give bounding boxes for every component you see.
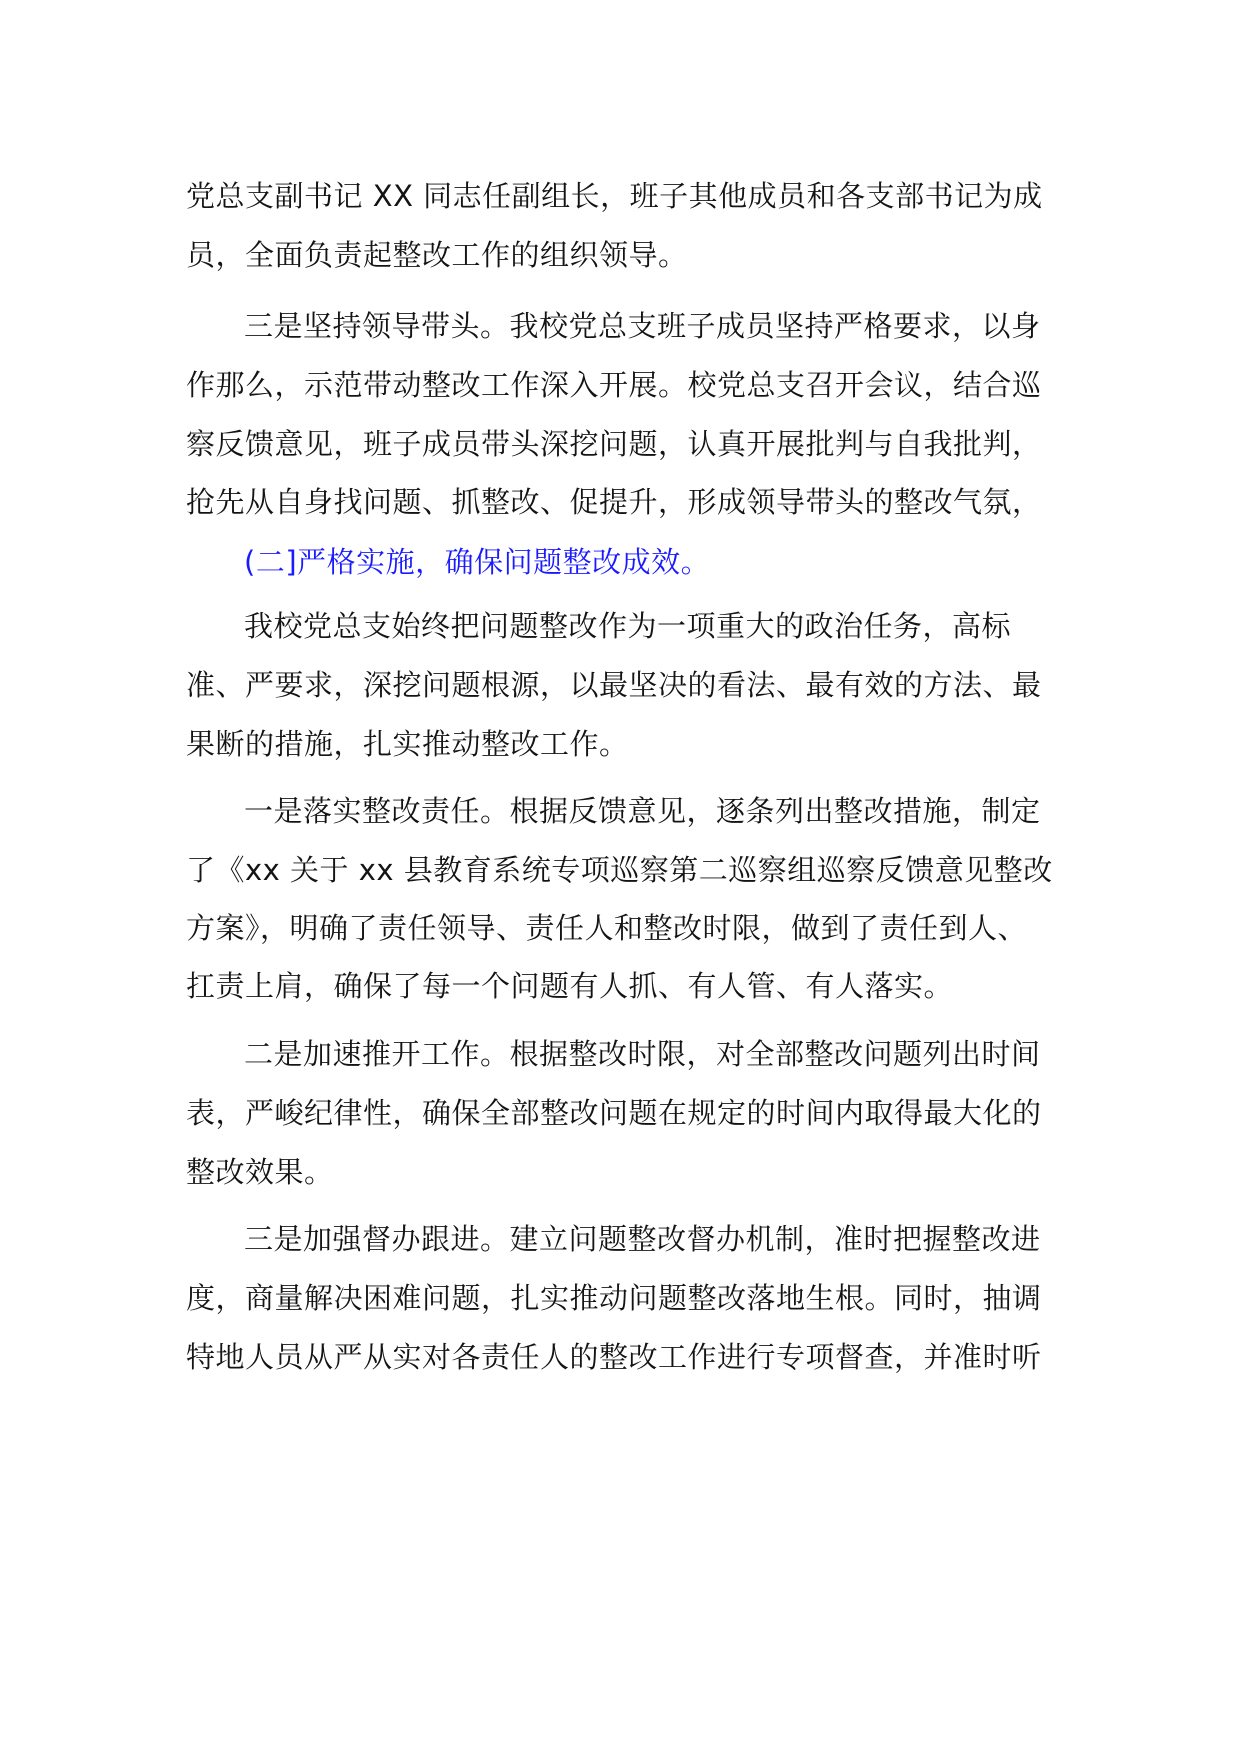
text-line: 果断的措施，扎实推动整改工作。 [186,727,629,761]
text-line: 了《xx 关于 xx 县教育系统专项巡察第二巡察组巡察反馈意见整改 [186,853,1053,887]
text-line: 度，商量解决困难问题，扎实推动问题整改落地生根。同时，抽调 [186,1281,1042,1315]
text-line: 方案》，明确了责任领导、责任人和整改时限，做到了责任到人、 [186,911,1028,945]
text-line: 扛责上肩，确保了每一个问题有人抓、有人管、有人落实。 [186,969,954,1003]
text-line: 抢先从自身找问题、抓整改、促提升，形成领导带头的整改气氛， [186,485,1042,519]
text-line: 作那么，示范带动整改工作深入开展。校党总支召开会议，结合巡 [186,368,1042,402]
paragraph-first-line: 一是落实整改责任。根据反馈意见，逐条列出整改措施，制定 [244,794,1041,828]
paragraph-first-line: 三是加强督办跟进。建立问题整改督办机制，准时把握整改进 [244,1222,1041,1256]
text-line: 察反馈意见，班子成员带头深挖问题，认真开展批判与自我批判， [186,427,1042,461]
text-line: 整改效果。 [186,1155,334,1189]
paragraph-first-line: 我校党总支始终把问题整改作为一项重大的政治任务，高标 [244,609,1012,643]
section-heading: (二]严格实施，确保问题整改成效。 [244,545,711,579]
text-line: 准、严要求，深挖问题根源，以最坚决的看法、最有效的方法、最 [186,668,1042,702]
text-line: 特地人员从严从实对各责任人的整改工作进行专项督查，并准时听 [186,1340,1042,1374]
text-line: 员，全面负责起整改工作的组织领导。 [186,238,688,272]
text-line: 党总支副书记 XX 同志任副组长，班子其他成员和各支部书记为成 [186,179,1043,213]
paragraph-first-line: 三是坚持领导带头。我校党总支班子成员坚持严格要求，以身 [244,309,1041,343]
paragraph-first-line: 二是加速推开工作。根据整改时限，对全部整改问题列出时间 [244,1037,1041,1071]
text-line: 表，严峻纪律性，确保全部整改问题在规定的时间内取得最大化的 [186,1096,1042,1130]
